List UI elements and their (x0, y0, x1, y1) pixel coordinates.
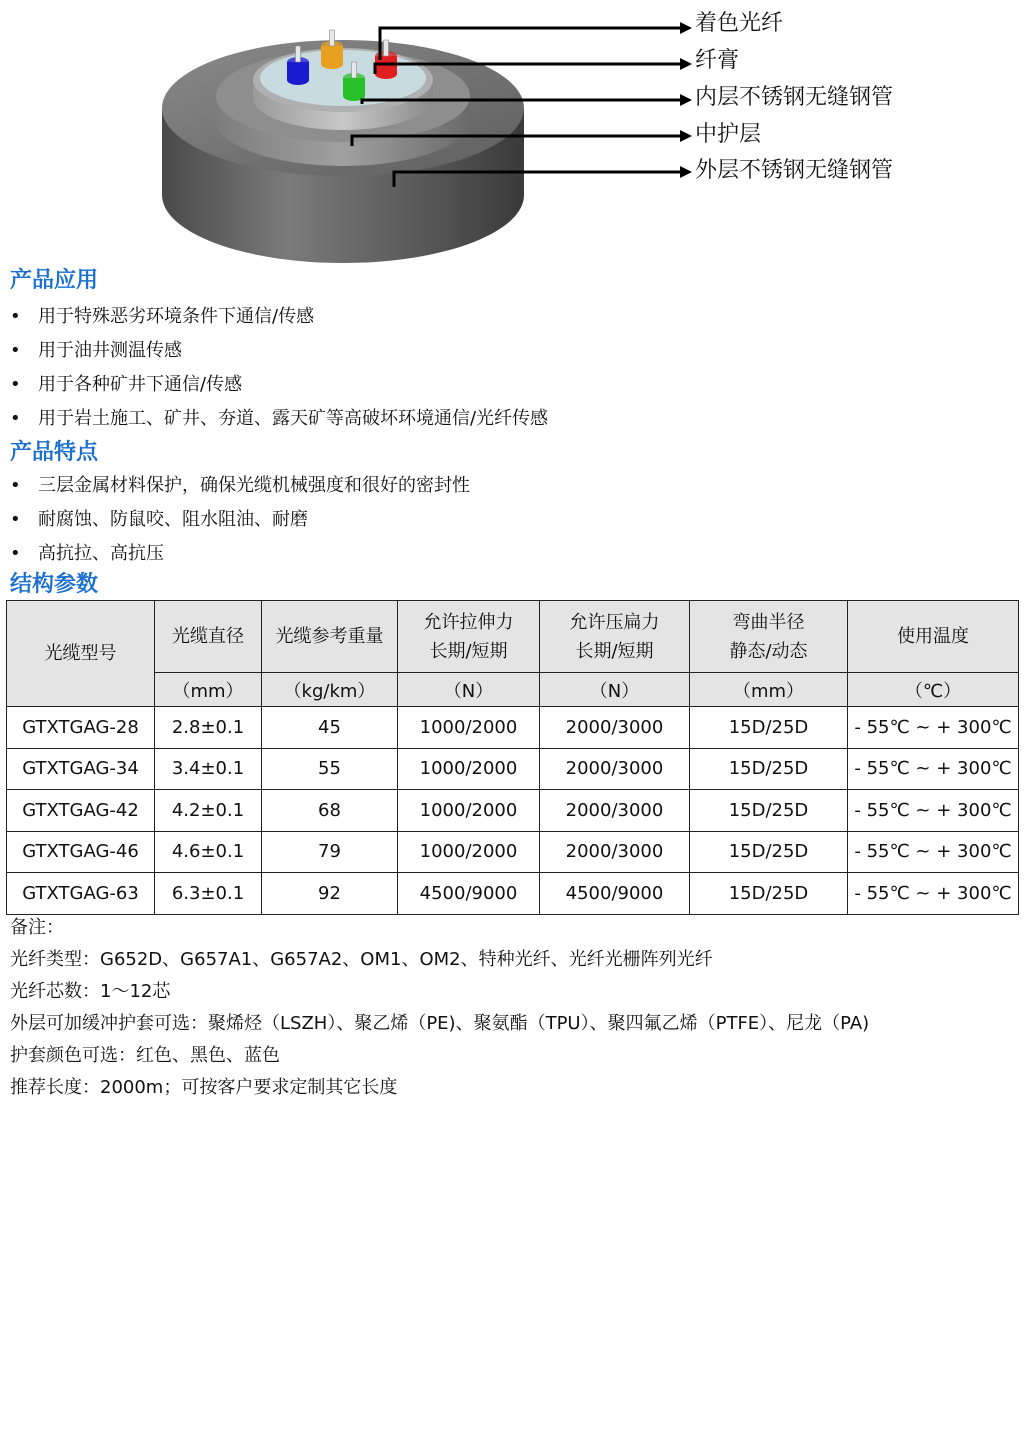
cell-diameter: 3.4±0.1 (155, 748, 262, 790)
cell-temperature: - 55℃ ~ + 300℃ (848, 831, 1019, 873)
cell-crush: 2000/3000 (540, 831, 690, 873)
unit-diameter: （mm） (155, 673, 262, 707)
features-title: 产品特点 (10, 440, 99, 465)
unit-weight: （kg/km） (262, 673, 398, 707)
callout-inner-steel-tube: 内层不锈钢无缝钢管 (695, 85, 894, 110)
applications-list (10, 300, 548, 436)
list-item: • 用于特殊恶劣环境条件下通信/传感 (10, 306, 315, 327)
cell-temperature: - 55℃ ~ + 300℃ (848, 748, 1019, 790)
list-item: • 三层金属材料保护，确保光缆机械强度和很好的密封性 (10, 475, 470, 496)
note-fiber-count: 光纤芯数：1～12芯 (10, 981, 171, 1002)
note-fiber-type: 光纤类型：G652D、G657A1、G657A2、OM1、OM2、特种光纤、光纤光栅阵列光纤 (10, 949, 713, 970)
list-item: • 用于岩土施工、矿井、夯道、露天矿等高破坏环境通信/光纤传感 (10, 408, 549, 429)
note-sheath-color: 护套颜色可选：红色、黑色、蓝色 (10, 1045, 280, 1066)
table-row (7, 707, 1019, 749)
callout-middle-sheath: 中护层 (695, 122, 762, 147)
header-weight: 光缆参考重量 (262, 601, 398, 673)
cell-weight: 45 (262, 707, 398, 749)
callout-fiber-gel: 纤膏 (695, 48, 740, 73)
note-recommended-length: 推荐长度：2000m；可按客户要求定制其它长度 (10, 1077, 398, 1098)
header-tensile: 允许拉伸力 长期/短期 (398, 601, 540, 673)
cell-weight: 55 (262, 748, 398, 790)
note-buffer-sheath: 外层可加缓冲护套可选：聚烯烃（LSZH）、聚乙烯（PE)、聚氨酯（TPU）、聚四氟乙烯（PTFE）、尼龙（PA) (10, 1013, 870, 1034)
cell-bend-radius: 15D/25D (690, 707, 848, 749)
cell-diameter: 4.6±0.1 (155, 831, 262, 873)
cell-crush: 2000/3000 (540, 707, 690, 749)
unit-temperature: （℃） (848, 673, 1019, 707)
structure-parameters-table (6, 600, 1019, 915)
list-item: • 耐腐蚀、防鼠咬、阻水阻油、耐磨 (10, 509, 308, 530)
cell-model: GTXTGAG-42 (7, 790, 155, 832)
cell-bend-radius: 15D/25D (690, 873, 848, 915)
callout-colored-fiber: 着色光纤 (695, 11, 784, 36)
unit-crush: （N） (540, 673, 690, 707)
unit-tensile: （N） (398, 673, 540, 707)
cell-crush: 2000/3000 (540, 748, 690, 790)
cell-model: GTXTGAG-46 (7, 831, 155, 873)
cell-crush: 2000/3000 (540, 790, 690, 832)
table-row (7, 748, 1019, 790)
cell-tensile: 1000/2000 (398, 831, 540, 873)
notes-heading: 备注： (10, 917, 64, 938)
table-row (7, 790, 1019, 832)
cell-weight: 79 (262, 831, 398, 873)
callout-outer-steel-tube: 外层不锈钢无缝钢管 (695, 158, 894, 183)
header-bend-radius: 弯曲半径 静态/动态 (690, 601, 848, 673)
cell-bend-radius: 15D/25D (690, 790, 848, 832)
cell-temperature: - 55℃ ~ + 300℃ (848, 707, 1019, 749)
features-list (10, 469, 470, 571)
cell-bend-radius: 15D/25D (690, 831, 848, 873)
list-item: • 用于油井测温传感 (10, 340, 182, 361)
cable-cross-section-figure (0, 0, 1024, 270)
cell-temperature: - 55℃ ~ + 300℃ (848, 790, 1019, 832)
cell-bend-radius: 15D/25D (690, 748, 848, 790)
cell-tensile: 1000/2000 (398, 707, 540, 749)
cell-diameter: 6.3±0.1 (155, 873, 262, 915)
notes-block (10, 912, 869, 1104)
cell-tensile: 1000/2000 (398, 748, 540, 790)
cell-model: GTXTGAG-28 (7, 707, 155, 749)
table-row (7, 831, 1019, 873)
cell-weight: 68 (262, 790, 398, 832)
header-diameter: 光缆直径 (155, 601, 262, 673)
cell-tensile: 4500/9000 (398, 873, 540, 915)
list-item: • 用于各种矿井下通信/传感 (10, 374, 243, 395)
structure-title: 结构参数 (10, 572, 99, 597)
fiber-yellow (321, 30, 343, 69)
cell-weight: 92 (262, 873, 398, 915)
header-model: 光缆型号 (7, 601, 155, 707)
callout-arrowheads (680, 22, 692, 178)
cell-temperature: - 55℃ ~ + 300℃ (848, 873, 1019, 915)
header-temperature: 使用温度 (848, 601, 1019, 673)
list-item: • 高抗拉、高抗压 (10, 543, 164, 564)
cell-model: GTXTGAG-63 (7, 873, 155, 915)
applications-title: 产品应用 (10, 268, 99, 293)
cell-model: GTXTGAG-34 (7, 748, 155, 790)
cell-tensile: 1000/2000 (398, 790, 540, 832)
header-crush: 允许压扁力 长期/短期 (540, 601, 690, 673)
cell-diameter: 2.8±0.1 (155, 707, 262, 749)
unit-bend-radius: （mm） (690, 673, 848, 707)
table-row (7, 873, 1019, 915)
cell-diameter: 4.2±0.1 (155, 790, 262, 832)
cell-crush: 4500/9000 (540, 873, 690, 915)
